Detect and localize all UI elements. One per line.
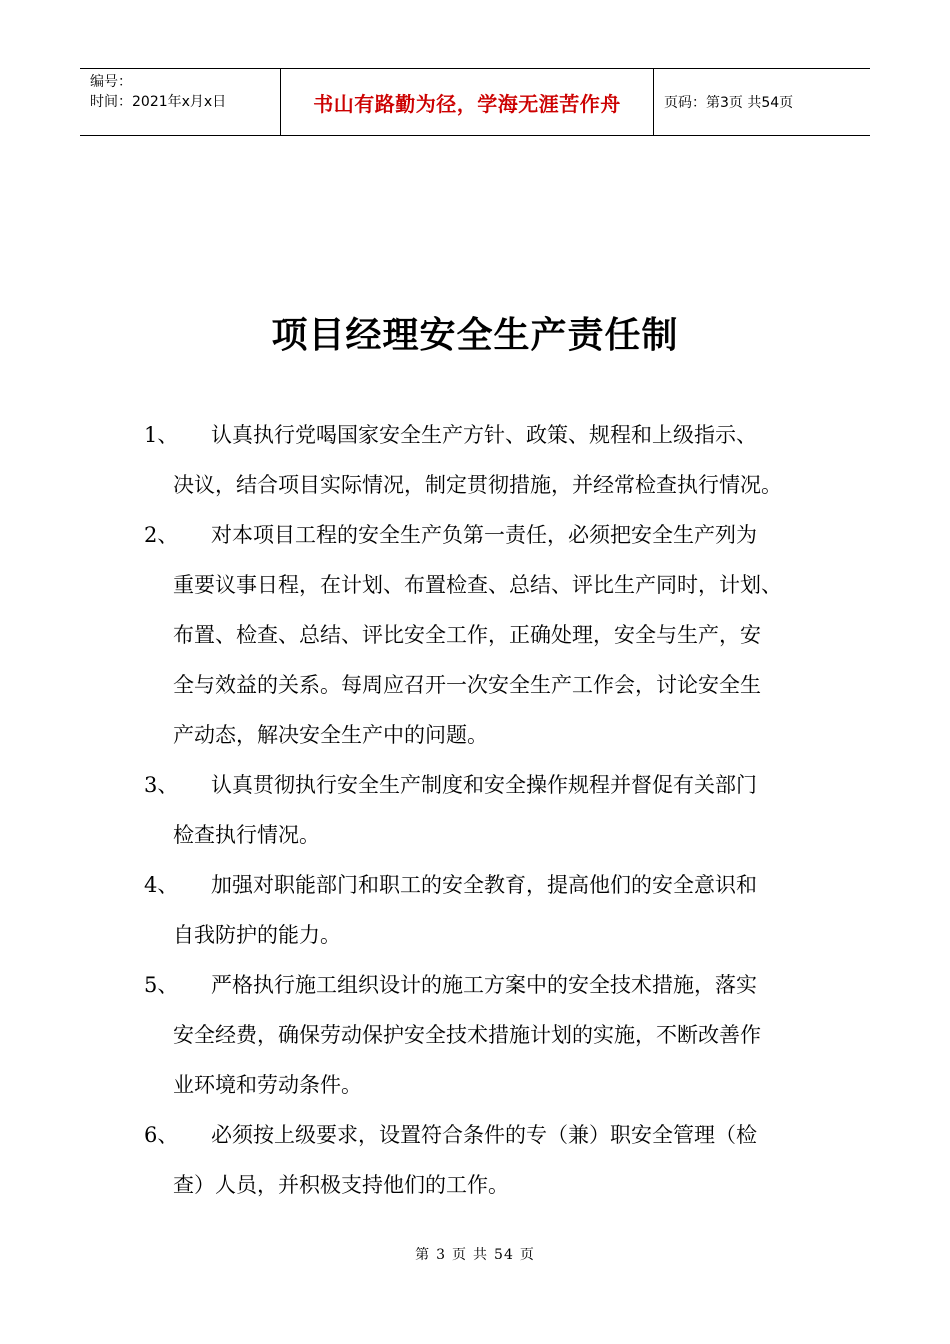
item-number: 1、 (144, 423, 179, 447)
item-line: 查）人员，并积极支持他们的工作。 (173, 1173, 509, 1197)
list-item (0, 510, 950, 760)
list-item (0, 410, 950, 510)
header-page-info: 页码：第3页 共54页 (664, 95, 794, 111)
list-item (0, 860, 950, 960)
footer-total-pages: 54 (494, 1247, 514, 1263)
item-line: 决议，结合项目实际情况，制定贯彻措施，并经常检查执行情况。 (173, 473, 782, 497)
item-line: 检查执行情况。 (173, 823, 320, 847)
time-label: 时间：2021年x月x日 (90, 94, 227, 110)
item-line: 对本项目工程的安全生产负第一责任，必须把安全生产列为 (211, 523, 757, 547)
item-line: 布置、检查、总结、评比安全工作，正确处理，安全与生产，安 (173, 623, 761, 647)
item-line: 安全经费，确保劳动保护安全技术措施计划的实施，不断改善作 (173, 1023, 761, 1047)
item-line: 严格执行施工组织设计的施工方案中的安全技术措施，落实 (211, 973, 757, 997)
item-line: 认真贯彻执行安全生产制度和安全操作规程并督促有关部门 (211, 773, 757, 797)
item-number: 3、 (144, 773, 179, 797)
item-line: 产动态，解决安全生产中的问题。 (173, 723, 488, 747)
header-meta-cell (80, 69, 281, 135)
item-line: 业环境和劳动条件。 (173, 1073, 362, 1097)
list-item (0, 1110, 950, 1210)
footer-page-number: 3 (436, 1247, 447, 1263)
footer-ye: 页 (452, 1247, 468, 1263)
footer-ye: 页 (519, 1247, 535, 1263)
page-header (80, 68, 870, 136)
item-line: 全与效益的关系。每周应召开一次安全生产工作会，讨论安全生 (173, 673, 761, 697)
footer-gong: 共 (473, 1247, 489, 1263)
header-motto: 书山有路勤为径，学海无涯苦作舟 (281, 69, 654, 135)
number-label: 编号： (90, 74, 132, 90)
document-title: 项目经理安全生产责任制 (271, 315, 679, 356)
responsibility-list (0, 410, 950, 1210)
item-line: 重要议事日程，在计划、布置检查、总结、评比生产同时，计划、 (173, 573, 782, 597)
list-item (0, 960, 950, 1110)
item-number: 5、 (144, 973, 179, 997)
item-line: 认真执行党喝国家安全生产方针、政策、规程和上级指示、 (211, 423, 757, 447)
page-footer (0, 1244, 950, 1264)
item-line: 自我防护的能力。 (173, 923, 341, 947)
item-line: 必须按上级要求，设置符合条件的专（兼）职安全管理（检 (211, 1123, 757, 1147)
item-number: 6、 (144, 1123, 179, 1147)
item-number: 4、 (144, 873, 179, 897)
list-item (0, 760, 950, 860)
item-line: 加强对职能部门和职工的安全教育，提高他们的安全意识和 (211, 873, 757, 897)
item-number: 2、 (144, 523, 179, 547)
footer-di: 第 (415, 1247, 431, 1263)
